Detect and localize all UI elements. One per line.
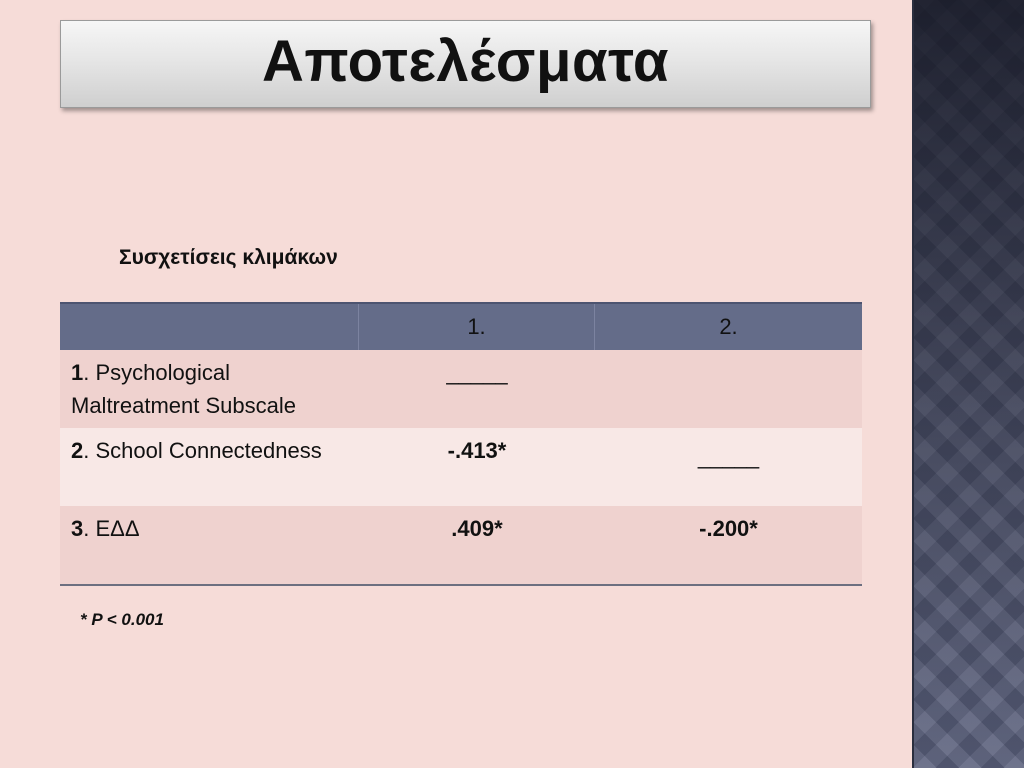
- row-label: [60, 428, 359, 506]
- row-number: 3: [71, 516, 84, 541]
- value-cell: -.413*: [447, 438, 507, 463]
- header-cell-2: 2.: [719, 314, 738, 339]
- value-cell: _____: [697, 444, 760, 469]
- slide-title: Αποτελέσματα: [261, 28, 670, 94]
- significance-footnote: * P < 0.001: [80, 610, 164, 629]
- value-cell: _____: [446, 360, 508, 385]
- table-row: [60, 428, 862, 506]
- row-label: [60, 350, 359, 428]
- table-header-row: [60, 302, 862, 350]
- row-label-text: . School Connectedness: [83, 438, 322, 463]
- row-label-text: . ΕΔΔ: [83, 516, 140, 541]
- title-box: [60, 20, 871, 108]
- value-cell: -.200*: [699, 516, 758, 541]
- value-cell: .409*: [451, 516, 503, 541]
- value-cell: [595, 350, 862, 428]
- row-number: 2: [71, 438, 84, 463]
- header-cell-1: 1.: [359, 304, 595, 350]
- row-label-text: . Psychological Maltreatment Subscale: [71, 360, 296, 418]
- row-number: 1: [71, 360, 84, 385]
- table-row: [60, 350, 862, 428]
- correlation-table: [60, 302, 862, 586]
- slide-subtitle: Συσχετίσεις κλιμάκων: [119, 246, 338, 269]
- row-label: [60, 506, 359, 584]
- header-cell-empty: [60, 304, 359, 350]
- decorative-side-panel: [912, 0, 1024, 768]
- table-row: [60, 506, 862, 584]
